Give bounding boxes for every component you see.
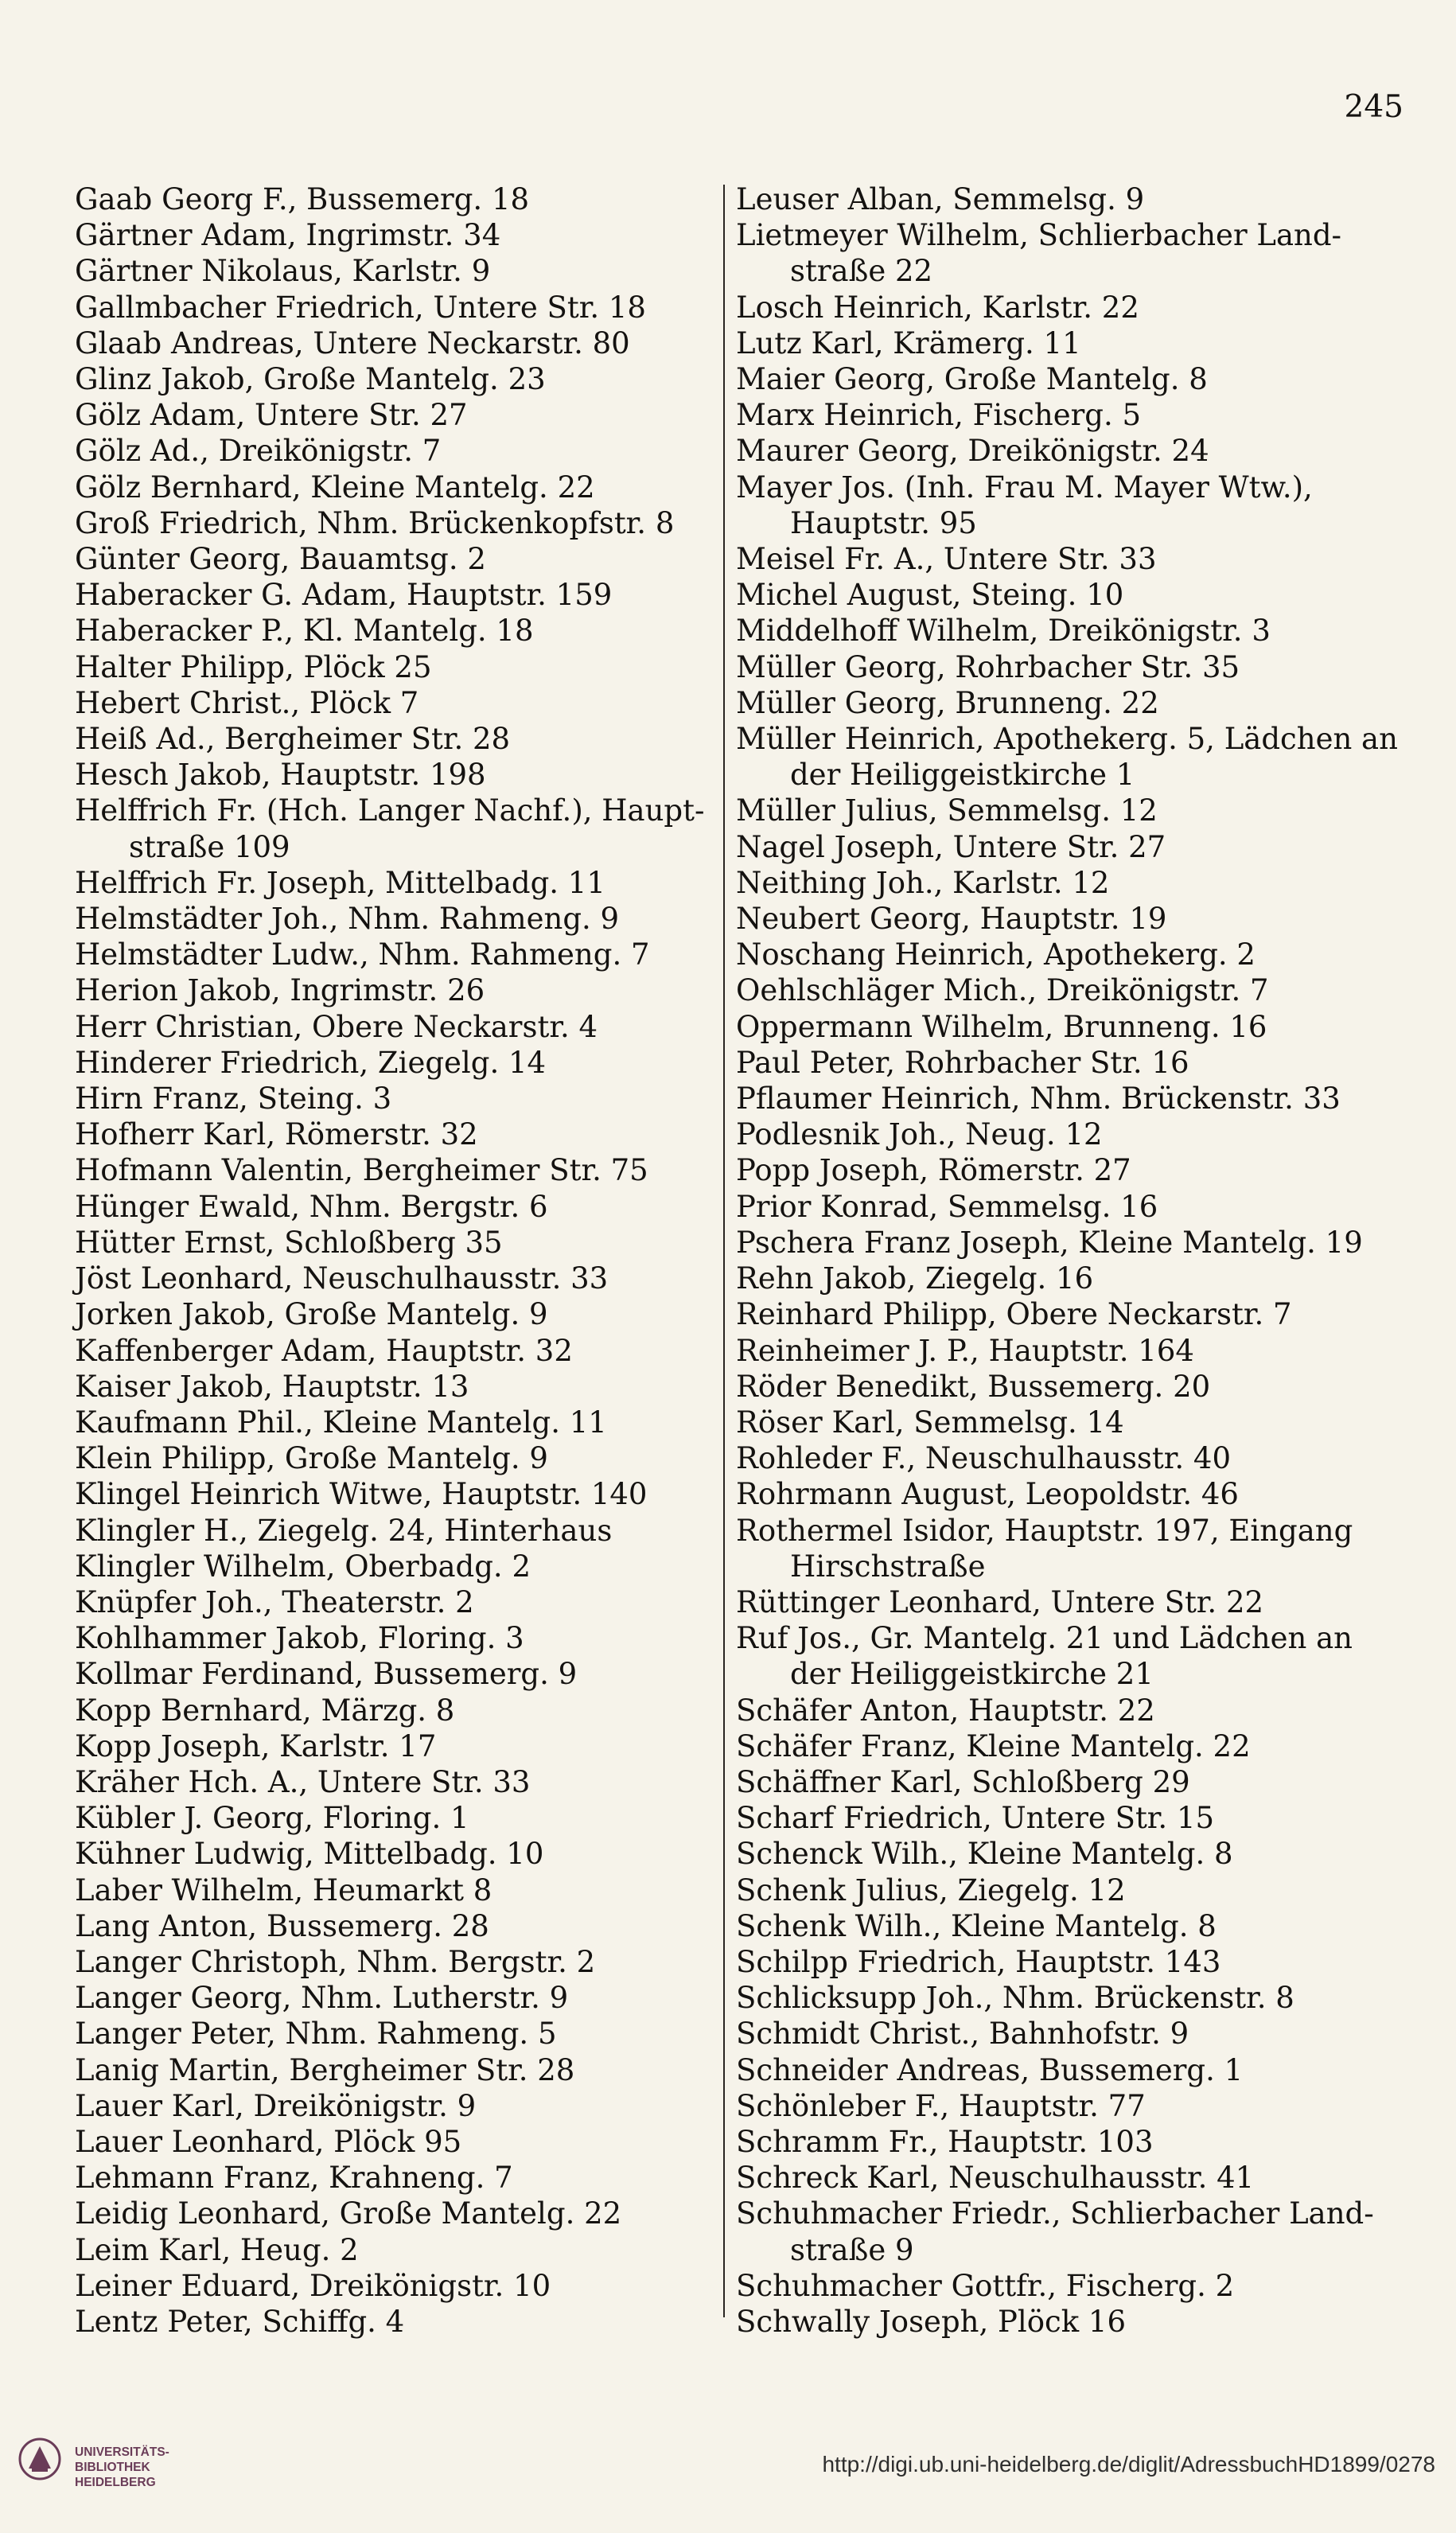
entry-continuation: Hauptstr. 95	[790, 505, 977, 540]
right-column	[736, 181, 1420, 2340]
entry-text: Helmstädter Ludw., Nhm. Rahmeng. 7	[75, 937, 650, 972]
address-entry	[75, 1009, 742, 1045]
address-entry	[736, 1513, 1420, 1584]
entry-text: Kopp Joseph, Karlstr. 17	[75, 1728, 437, 1763]
entry-text: Gallmbacher Friedrich, Untere Str. 18	[75, 290, 646, 325]
entry-text: Popp Joseph, Römerstr. 27	[736, 1153, 1131, 1188]
entry-text: Rothermel Isidor, Hauptstr. 197, Eingang	[736, 1513, 1353, 1548]
entry-continuation: straße 22	[790, 254, 933, 289]
address-entry	[736, 721, 1420, 793]
address-entry	[75, 2232, 742, 2268]
address-entry	[736, 181, 1420, 217]
entry-text: Schreck Karl, Neuschulhausstr. 41	[736, 2161, 1255, 2196]
address-entry	[736, 577, 1420, 613]
entry-text: Lutz Karl, Krämerg. 11	[736, 325, 1081, 360]
entry-text: Hofherr Karl, Römerstr. 32	[75, 1117, 478, 1152]
library-logo-text	[75, 2445, 169, 2490]
entry-text: Leuser Alban, Semmelsg. 9	[736, 182, 1145, 216]
address-entry	[75, 1800, 742, 1836]
address-entry	[736, 937, 1420, 972]
entry-text: Schramm Fr., Hauptstr. 103	[736, 2124, 1154, 2159]
address-entry	[736, 2052, 1420, 2088]
address-entry	[75, 2196, 742, 2231]
address-entry	[736, 2160, 1420, 2196]
source-url-link[interactable]: http://digi.ub.uni-heidelberg.de/diglit/AdressbuchHD1899/0278	[822, 2452, 1435, 2476]
entry-text: Herr Christian, Obere Neckarstr. 4	[75, 1009, 598, 1044]
entry-text: Hütter Ernst, Schloßberg 35	[75, 1225, 503, 1260]
entry-text: Lanig Martin, Bergheimer Str. 28	[75, 2052, 575, 2087]
address-entry	[736, 1693, 1420, 1728]
address-entry	[75, 1405, 742, 1440]
entry-text: Langer Peter, Nhm. Rahmeng. 5	[75, 2017, 557, 2052]
logo-line: UNIVERSITÄTS-	[75, 2445, 169, 2459]
address-entry	[736, 972, 1420, 1008]
entry-text: Schenk Wilh., Kleine Mantelg. 8	[736, 1908, 1217, 1943]
address-entry	[736, 2016, 1420, 2052]
column-divider	[723, 185, 725, 2317]
address-entry	[75, 1620, 742, 1656]
library-logo	[18, 2437, 185, 2494]
entry-text: Klingler Wilhelm, Oberbadg. 2	[75, 1549, 531, 1584]
address-entry	[736, 2268, 1420, 2304]
entry-text: Scharf Friedrich, Untere Str. 15	[736, 1801, 1215, 1836]
address-entry	[736, 1225, 1420, 1261]
entry-text: Leidig Leonhard, Große Mantelg. 22	[75, 2196, 622, 2231]
entry-text: Röser Karl, Semmelsg. 14	[736, 1405, 1124, 1440]
address-entry	[75, 649, 742, 685]
address-entry	[75, 1152, 742, 1188]
entry-text: Jorken Jakob, Große Mantelg. 9	[75, 1297, 548, 1332]
address-entry	[75, 1369, 742, 1405]
address-entry	[75, 1440, 742, 1476]
address-entry	[75, 757, 742, 793]
entry-text: Maurer Georg, Dreikönigstr. 24	[736, 434, 1209, 469]
address-entry	[736, 325, 1420, 361]
entry-text: Rohleder F., Neuschulhausstr. 40	[736, 1441, 1232, 1476]
address-entry	[736, 1728, 1420, 1764]
entry-text: Schneider Andreas, Bussemerg. 1	[736, 2052, 1244, 2087]
address-entry	[75, 361, 742, 397]
entry-text: Röder Benedikt, Bussemerg. 20	[736, 1369, 1211, 1404]
address-entry	[736, 2088, 1420, 2124]
entry-text: Schenck Wilh., Kleine Mantelg. 8	[736, 1837, 1233, 1872]
entry-text: Maier Georg, Große Mantelg. 8	[736, 362, 1208, 397]
entry-text: Noschang Heinrich, Apothekerg. 2	[736, 937, 1256, 972]
address-entry	[75, 1296, 742, 1332]
address-entry	[736, 1261, 1420, 1296]
entry-text: Langer Georg, Nhm. Lutherstr. 9	[75, 1981, 569, 2016]
entry-text: Lentz Peter, Schiffg. 4	[75, 2304, 405, 2339]
address-entry	[736, 1440, 1420, 1476]
entry-text: Glaab Andreas, Untere Neckarstr. 80	[75, 325, 630, 360]
entry-text: Kollmar Ferdinand, Bussemerg. 9	[75, 1657, 578, 1692]
entry-text: Lauer Karl, Dreikönigstr. 9	[75, 2088, 477, 2123]
address-entry	[75, 1081, 742, 1116]
address-entry	[736, 1980, 1420, 2016]
entry-text: Reinheimer J. P., Hauptstr. 164	[736, 1333, 1194, 1368]
entry-text: Klingler H., Ziegelg. 24, Hinterhaus	[75, 1513, 613, 1548]
entry-text: Schwally Joseph, Plöck 16	[736, 2304, 1126, 2339]
entry-text: Gölz Ad., Dreikönigstr. 7	[75, 434, 442, 469]
address-entry	[75, 1549, 742, 1584]
address-entry	[75, 2160, 742, 2196]
entry-text: Nagel Joseph, Untere Str. 27	[736, 829, 1166, 864]
entry-text: Michel August, Steing. 10	[736, 578, 1124, 613]
entry-text: Hünger Ewald, Nhm. Bergstr. 6	[75, 1189, 548, 1224]
entry-text: Lauer Leonhard, Plöck 95	[75, 2124, 462, 2159]
entry-text: Schäffner Karl, Schloßberg 29	[736, 1764, 1190, 1799]
entry-text: Hesch Jakob, Hauptstr. 198	[75, 758, 486, 793]
address-entry	[75, 1189, 742, 1225]
entry-text: Pflaumer Heinrich, Nhm. Brückenstr. 33	[736, 1081, 1341, 1116]
entry-text: Prior Konrad, Semmelsg. 16	[736, 1189, 1158, 1224]
address-entry	[75, 181, 742, 217]
address-entry	[736, 1908, 1420, 1944]
entry-text: Hofmann Valentin, Bergheimer Str. 75	[75, 1153, 648, 1188]
address-entry	[75, 1045, 742, 1081]
address-entry	[75, 1980, 742, 2016]
entry-text: Meisel Fr. A., Untere Str. 33	[736, 542, 1157, 577]
entry-text: Langer Christoph, Nhm. Bergstr. 2	[75, 1944, 596, 1979]
address-entry	[736, 1152, 1420, 1188]
address-entry	[736, 1944, 1420, 1980]
address-entry	[736, 470, 1420, 541]
address-entry	[75, 1944, 742, 1980]
entry-text: Kohlhammer Jakob, Floring. 3	[75, 1621, 524, 1656]
address-entry	[736, 2124, 1420, 2160]
entry-text: Knüpfer Joh., Theaterstr. 2	[75, 1584, 474, 1619]
address-entry	[736, 1800, 1420, 1836]
address-entry	[75, 972, 742, 1008]
entry-text: Kübler J. Georg, Floring. 1	[75, 1801, 469, 1836]
address-entry	[75, 937, 742, 972]
address-entry	[75, 2124, 742, 2160]
entry-text: Helffrich Fr. Joseph, Mittelbadg. 11	[75, 865, 605, 900]
entry-text: Neubert Georg, Hauptstr. 19	[736, 902, 1167, 937]
entry-text: Gölz Bernhard, Kleine Mantelg. 22	[75, 470, 595, 505]
address-entry	[736, 1189, 1420, 1225]
address-entry	[736, 1584, 1420, 1620]
address-entry	[75, 325, 742, 361]
entry-text: Rüttinger Leonhard, Untere Str. 22	[736, 1584, 1264, 1619]
address-entry	[736, 433, 1420, 469]
entry-text: Helffrich Fr. (Hch. Langer Nachf.), Haupt-	[75, 793, 705, 828]
entry-text: Kaufmann Phil., Kleine Mantelg. 11	[75, 1405, 607, 1440]
entry-continuation: straße 9	[790, 2232, 914, 2267]
entry-text: Laber Wilhelm, Heumarkt 8	[75, 1872, 492, 1908]
entry-text: Oppermann Wilhelm, Brunneng. 16	[736, 1009, 1267, 1044]
entry-text: Schmidt Christ., Bahnhofstr. 9	[736, 2017, 1189, 2052]
entry-text: Hirn Franz, Steing. 3	[75, 1081, 392, 1116]
entry-continuation: der Heiliggeistkirche 1	[790, 758, 1135, 793]
address-entry	[736, 2196, 1420, 2267]
address-entry	[75, 433, 742, 469]
address-entry	[75, 1225, 742, 1261]
entry-text: Schilpp Friedrich, Hauptstr. 143	[736, 1944, 1221, 1979]
entry-text: Kopp Bernhard, Märzg. 8	[75, 1693, 455, 1728]
address-entry	[736, 1296, 1420, 1332]
address-entry	[75, 1513, 742, 1549]
entry-text: Schäfer Franz, Kleine Mantelg. 22	[736, 1728, 1251, 1763]
address-entry	[75, 865, 742, 901]
entry-text: Gölz Adam, Untere Str. 27	[75, 398, 468, 433]
entry-text: Haberacker G. Adam, Hauptstr. 159	[75, 578, 613, 613]
address-entry	[736, 217, 1420, 289]
address-entry	[75, 290, 742, 325]
entry-text: Heiß Ad., Bergheimer Str. 28	[75, 722, 511, 757]
entry-text: Klein Philipp, Große Mantelg. 9	[75, 1441, 548, 1476]
address-entry	[75, 721, 742, 757]
address-entry	[75, 685, 742, 721]
entry-text: Schönleber F., Hauptstr. 77	[736, 2088, 1146, 2123]
address-entry	[75, 1693, 742, 1728]
address-entry	[75, 1728, 742, 1764]
address-entry	[75, 217, 742, 253]
address-entry	[736, 1764, 1420, 1800]
address-entry	[736, 865, 1420, 901]
entry-text: Kaiser Jakob, Hauptstr. 13	[75, 1369, 469, 1404]
address-entry	[736, 1836, 1420, 1872]
address-entry	[75, 2088, 742, 2124]
entry-text: Reinhard Philipp, Obere Neckarstr. 7	[736, 1297, 1292, 1332]
entry-text: Kräher Hch. A., Untere Str. 33	[75, 1764, 531, 1799]
address-entry	[75, 793, 742, 864]
address-entry	[736, 397, 1420, 433]
address-entry	[75, 505, 742, 541]
address-entry	[75, 613, 742, 649]
entry-text: Müller Georg, Rohrbacher Str. 35	[736, 649, 1240, 684]
entry-text: Podlesnik Joh., Neug. 12	[736, 1117, 1103, 1152]
address-entry	[736, 541, 1420, 577]
entry-text: Middelhoff Wilhelm, Dreikönigstr. 3	[736, 614, 1271, 649]
entry-text: Lehmann Franz, Krahneng. 7	[75, 2161, 513, 2196]
address-entry	[736, 361, 1420, 397]
library-seal-icon	[18, 2437, 62, 2481]
entry-text: Schlicksupp Joh., Nhm. Brückenstr. 8	[736, 1981, 1294, 2016]
address-entry	[736, 1009, 1420, 1045]
address-entry	[75, 577, 742, 613]
address-entry	[75, 1764, 742, 1800]
entry-text: Pschera Franz Joseph, Kleine Mantelg. 19	[736, 1225, 1363, 1260]
entry-text: Günter Georg, Bauamtsg. 2	[75, 542, 486, 577]
address-entry	[736, 1405, 1420, 1440]
entry-continuation: straße 109	[129, 829, 290, 864]
address-entry	[736, 793, 1420, 828]
address-entry	[75, 2016, 742, 2052]
logo-line: HEIDELBERG	[75, 2476, 156, 2489]
entry-text: Schuhmacher Friedr., Schlierbacher Land-	[736, 2196, 1374, 2231]
entry-text: Lietmeyer Wilhelm, Schlierbacher Land-	[736, 218, 1342, 253]
address-entry	[736, 1045, 1420, 1081]
address-entry	[75, 1656, 742, 1692]
entry-text: Klingel Heinrich Witwe, Hauptstr. 140	[75, 1477, 648, 1512]
address-entry	[75, 2304, 742, 2340]
entry-text: Ruf Jos., Gr. Mantelg. 21 und Lädchen an	[736, 1621, 1353, 1656]
address-entry	[75, 2052, 742, 2088]
entry-text: Müller Heinrich, Apothekerg. 5, Lädchen an	[736, 722, 1398, 757]
entry-text: Leim Karl, Heug. 2	[75, 2232, 359, 2267]
address-entry	[736, 2304, 1420, 2340]
entry-text: Schuhmacher Gottfr., Fischerg. 2	[736, 2268, 1235, 2303]
entry-text: Schenk Julius, Ziegelg. 12	[736, 1872, 1126, 1908]
address-entry	[736, 1081, 1420, 1116]
entry-text: Leiner Eduard, Dreikönigstr. 10	[75, 2268, 551, 2303]
entry-text: Müller Georg, Brunneng. 22	[736, 685, 1159, 720]
address-entry	[75, 1261, 742, 1296]
entry-text: Mayer Jos. (Inh. Frau M. Mayer Wtw.),	[736, 470, 1313, 505]
entry-text: Müller Julius, Semmelsg. 12	[736, 793, 1158, 828]
entry-text: Gärtner Adam, Ingrimstr. 34	[75, 218, 501, 253]
entry-text: Haberacker P., Kl. Mantelg. 18	[75, 614, 534, 649]
entry-text: Schäfer Anton, Hauptstr. 22	[736, 1693, 1155, 1728]
entry-continuation: Hirschstraße	[790, 1549, 986, 1584]
entry-text: Paul Peter, Rohrbacher Str. 16	[736, 1045, 1189, 1080]
entry-text: Helmstädter Joh., Nhm. Rahmeng. 9	[75, 902, 620, 937]
entry-text: Herion Jakob, Ingrimstr. 26	[75, 973, 485, 1008]
entry-continuation: der Heiliggeistkirche 21	[790, 1657, 1154, 1692]
entry-text: Kühner Ludwig, Mittelbadg. 10	[75, 1837, 544, 1872]
address-entry	[75, 2268, 742, 2304]
address-entry	[736, 1333, 1420, 1369]
left-column	[75, 181, 742, 2340]
entry-text: Oehlschläger Mich., Dreikönigstr. 7	[736, 973, 1269, 1008]
logo-line: BIBLIOTHEK	[75, 2461, 150, 2474]
address-entry	[736, 1872, 1420, 1908]
address-entry	[75, 1116, 742, 1152]
entry-text: Lang Anton, Bussemerg. 28	[75, 1908, 489, 1943]
entry-text: Rohrmann August, Leopoldstr. 46	[736, 1477, 1239, 1512]
address-entry	[75, 901, 742, 937]
address-entry	[75, 1836, 742, 1872]
entry-text: Jöst Leonhard, Neuschulhausstr. 33	[75, 1261, 609, 1296]
address-entry	[736, 1620, 1420, 1692]
entry-text: Gaab Georg F., Bussemerg. 18	[75, 182, 530, 216]
entry-text: Gärtner Nikolaus, Karlstr. 9	[75, 254, 491, 289]
entry-text: Neithing Joh., Karlstr. 12	[736, 865, 1110, 900]
address-entry	[736, 649, 1420, 685]
address-entry	[736, 1116, 1420, 1152]
address-entry	[75, 253, 742, 289]
address-entry	[75, 1476, 742, 1512]
address-entry	[75, 397, 742, 433]
page-number: 245	[1344, 89, 1403, 125]
entry-text: Groß Friedrich, Nhm. Brückenkopfstr. 8	[75, 505, 675, 540]
address-entry	[736, 829, 1420, 865]
address-entry	[75, 1872, 742, 1908]
address-entry	[75, 1584, 742, 1620]
entry-text: Halter Philipp, Plöck 25	[75, 649, 432, 684]
address-entry	[75, 470, 742, 505]
address-entry	[75, 1908, 742, 1944]
address-entry	[736, 901, 1420, 937]
address-entry	[736, 290, 1420, 325]
entry-text: Marx Heinrich, Fischerg. 5	[736, 398, 1142, 433]
entry-text: Rehn Jakob, Ziegelg. 16	[736, 1261, 1094, 1296]
entry-text: Kaffenberger Adam, Hauptstr. 32	[75, 1333, 573, 1368]
entry-text: Hinderer Friedrich, Ziegelg. 14	[75, 1045, 547, 1080]
address-entry	[736, 685, 1420, 721]
entry-text: Losch Heinrich, Karlstr. 22	[736, 290, 1139, 325]
address-entry	[736, 1369, 1420, 1405]
address-entry	[75, 1333, 742, 1369]
entry-text: Hebert Christ., Plöck 7	[75, 685, 419, 720]
entry-text: Glinz Jakob, Große Mantelg. 23	[75, 362, 546, 397]
address-entry	[736, 613, 1420, 649]
address-entry	[736, 1476, 1420, 1512]
address-entry	[75, 541, 742, 577]
